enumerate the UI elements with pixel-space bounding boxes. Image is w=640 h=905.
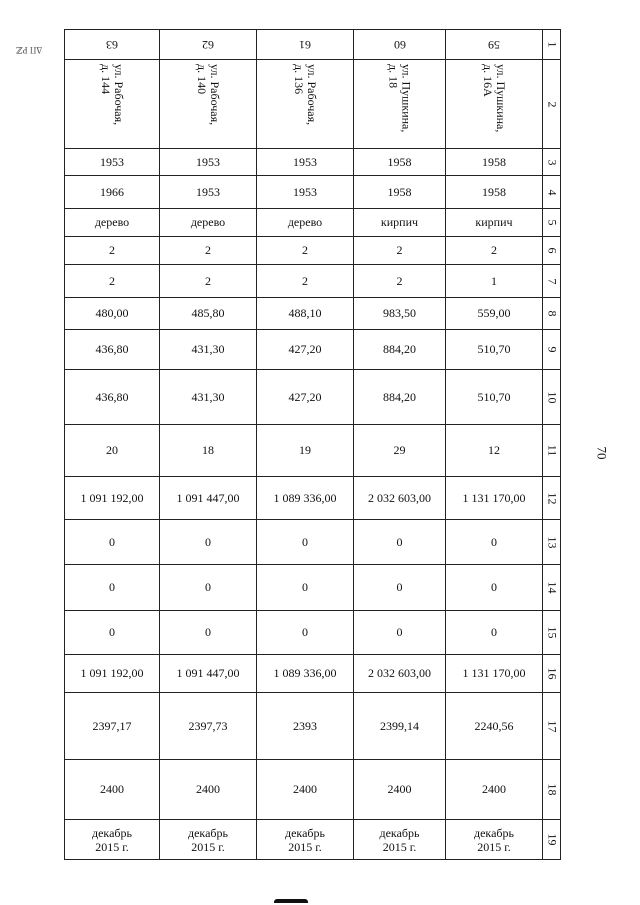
cell: кирпич <box>354 209 446 237</box>
cell: 2 032 603,00 <box>354 655 446 693</box>
cell: 0 <box>354 520 446 565</box>
cell-col62-r1: 62 <box>160 30 257 60</box>
cell: 1 091 447,00 <box>160 655 257 693</box>
row-index-10: 10 <box>543 370 561 425</box>
row-index-19: 19 <box>543 820 561 860</box>
row-index-3: 3 <box>543 149 561 176</box>
cell-col60-r2: ул. Пушкина, д. 18 <box>354 60 446 149</box>
table-row-15 <box>65 611 561 655</box>
cell: 2 <box>354 237 446 265</box>
cell: 0 <box>160 565 257 611</box>
cell: 1 <box>446 265 543 298</box>
page-number: 70 <box>594 446 610 460</box>
cell: 1953 <box>65 149 160 176</box>
table-row-9 <box>65 330 561 370</box>
cell: 884,20 <box>354 330 446 370</box>
row-index-11: 11 <box>543 425 561 477</box>
cell: 2240,56 <box>446 693 543 760</box>
cell: 2 <box>160 265 257 298</box>
cell-col62-r2: ул. Рабочая, д. 140 <box>160 60 257 149</box>
cell: 1953 <box>160 149 257 176</box>
cell: 2400 <box>160 760 257 820</box>
row-index-18: 18 <box>543 760 561 820</box>
cell: 436,80 <box>65 370 160 425</box>
cell: 0 <box>65 565 160 611</box>
cell: 2 <box>354 265 446 298</box>
cell: 2400 <box>446 760 543 820</box>
row-index-6: 6 <box>543 237 561 265</box>
row-index-9: 9 <box>543 330 561 370</box>
row-index-5: 5 <box>543 209 561 237</box>
row-index-1: 1 <box>543 30 561 60</box>
row-index-7: 7 <box>543 265 561 298</box>
cell: 1 089 336,00 <box>257 655 354 693</box>
cell-col61-r2: ул. Рабочая, д. 136 <box>257 60 354 149</box>
cell-col59-r1: 59 <box>446 30 543 60</box>
cell: 1 091 192,00 <box>65 477 160 520</box>
cell: декабрь 2015 г. <box>354 820 446 860</box>
cell: декабрь 2015 г. <box>65 820 160 860</box>
cell: 0 <box>446 565 543 611</box>
cell: 0 <box>65 520 160 565</box>
cell: 510,70 <box>446 330 543 370</box>
cell: 1958 <box>446 176 543 209</box>
cell: 2 <box>65 237 160 265</box>
table-row-10 <box>65 370 561 425</box>
cell: 0 <box>446 611 543 655</box>
cell: 1958 <box>354 176 446 209</box>
cell-col60-r1: 60 <box>354 30 446 60</box>
cell: 1958 <box>354 149 446 176</box>
cell: 0 <box>354 611 446 655</box>
cell: 2399,14 <box>354 693 446 760</box>
table-row-8 <box>65 298 561 330</box>
table-row-19 <box>65 820 561 860</box>
cell: 1953 <box>257 176 354 209</box>
row-index-4: 4 <box>543 176 561 209</box>
row-index-14: 14 <box>543 565 561 611</box>
table-row-18 <box>65 760 561 820</box>
table-row-7 <box>65 265 561 298</box>
cell: 0 <box>160 611 257 655</box>
cell: 2400 <box>257 760 354 820</box>
table-row-12 <box>65 477 561 520</box>
cell-col59-r2: ул. Пушкина, д. 16А <box>446 60 543 149</box>
cell: 559,00 <box>446 298 543 330</box>
cell: 2397,73 <box>160 693 257 760</box>
table-row-11 <box>65 425 561 477</box>
table-row-2 <box>65 60 561 149</box>
table-row-16 <box>65 655 561 693</box>
cell: 1958 <box>446 149 543 176</box>
cell: 2 <box>160 237 257 265</box>
cell: 0 <box>65 611 160 655</box>
cell: 2 <box>65 265 160 298</box>
cell: 0 <box>160 520 257 565</box>
cell: 0 <box>257 565 354 611</box>
cell: 2400 <box>354 760 446 820</box>
cell: 29 <box>354 425 446 477</box>
cell: дерево <box>65 209 160 237</box>
cell: 1 091 192,00 <box>65 655 160 693</box>
cell: 2 <box>257 237 354 265</box>
cell: 1966 <box>65 176 160 209</box>
row-index-17: 17 <box>543 693 561 760</box>
table-row-5 <box>65 209 561 237</box>
cell: 480,00 <box>65 298 160 330</box>
row-index-12: 12 <box>543 477 561 520</box>
cell: 12 <box>446 425 543 477</box>
cell-col63-r1: 63 <box>65 30 160 60</box>
cell: 488,10 <box>257 298 354 330</box>
scan-mark <box>274 899 308 903</box>
cell: декабрь 2015 г. <box>257 820 354 860</box>
table-row-17 <box>65 693 561 760</box>
cell: дерево <box>257 209 354 237</box>
cell: 2 <box>446 237 543 265</box>
cell: 0 <box>446 520 543 565</box>
cell: 1 091 447,00 <box>160 477 257 520</box>
cell: 2393 <box>257 693 354 760</box>
cell: 0 <box>354 565 446 611</box>
cell: 510,70 <box>446 370 543 425</box>
row-index-15: 15 <box>543 611 561 655</box>
cell: дерево <box>160 209 257 237</box>
row-index-2: 2 <box>543 60 561 149</box>
table-row-13 <box>65 520 561 565</box>
cell: 983,50 <box>354 298 446 330</box>
cell: 427,20 <box>257 330 354 370</box>
table-row-14 <box>65 565 561 611</box>
cell: декабрь 2015 г. <box>446 820 543 860</box>
cell: 1953 <box>257 149 354 176</box>
cell: кирпич <box>446 209 543 237</box>
cell: декабрь 2015 г. <box>160 820 257 860</box>
cell: 1953 <box>160 176 257 209</box>
table-row-4 <box>65 176 561 209</box>
cell: 2400 <box>65 760 160 820</box>
table-row-1 <box>65 30 561 60</box>
cell: 2 032 603,00 <box>354 477 446 520</box>
cell-col63-r2: ул. Рабочая, д. 144 <box>65 60 160 149</box>
cell: 18 <box>160 425 257 477</box>
cell: 427,20 <box>257 370 354 425</box>
cell: 431,30 <box>160 330 257 370</box>
cell: 0 <box>257 611 354 655</box>
cell: 884,20 <box>354 370 446 425</box>
table-row-6 <box>65 237 561 265</box>
cell: 2 <box>257 265 354 298</box>
cell: 1 131 170,00 <box>446 655 543 693</box>
housing-table <box>64 29 561 860</box>
table-row-3 <box>65 149 561 176</box>
cell: 2397,17 <box>65 693 160 760</box>
cell: 436,80 <box>65 330 160 370</box>
cell: 485,80 <box>160 298 257 330</box>
cell: 20 <box>65 425 160 477</box>
cell: 1 089 336,00 <box>257 477 354 520</box>
row-index-13: 13 <box>543 520 561 565</box>
row-index-16: 16 <box>543 655 561 693</box>
cell: 431,30 <box>160 370 257 425</box>
cell: 19 <box>257 425 354 477</box>
cell: 0 <box>257 520 354 565</box>
corner-note: ΔΠ Ρℤ <box>16 45 43 55</box>
cell: 1 131 170,00 <box>446 477 543 520</box>
row-index-8: 8 <box>543 298 561 330</box>
cell-col61-r1: 61 <box>257 30 354 60</box>
